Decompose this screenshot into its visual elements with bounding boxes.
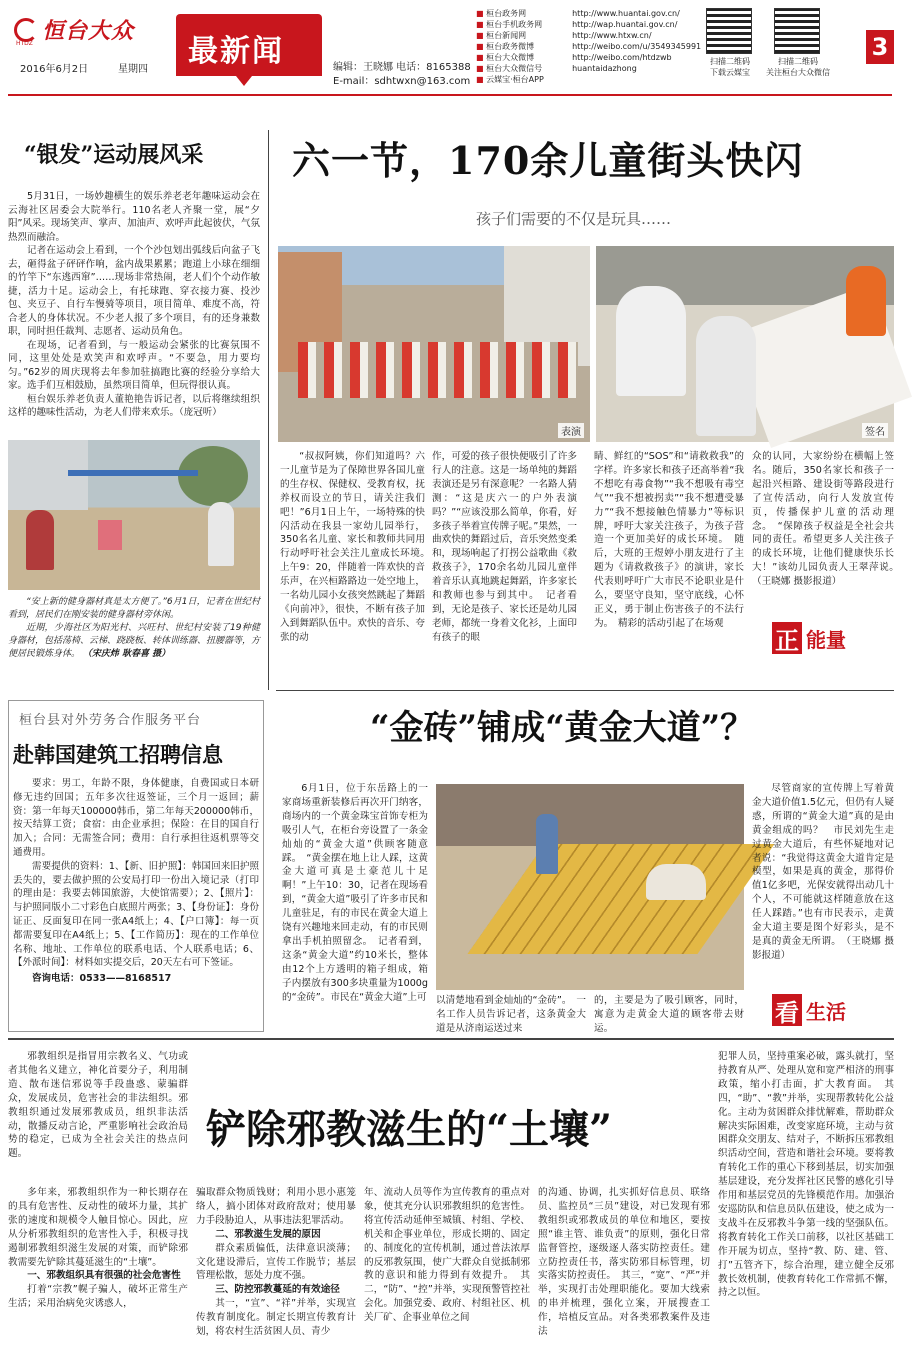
fitness-caption: “安上新的健身器材真是太方便了。”6月1日，记者在世纪村看到，居民们在刚安装的健身器材旁休闲。 近期，少海社区为阳光村、兴旺村、世纪村安装了19种健身器材，包括荡椅、云梯、跷跷板、转体训练器、扭腰器等，方便居民锻炼身体。 （宋庆炜 耿春喜 摄）	[8, 597, 261, 659]
person-shape	[26, 510, 54, 570]
person-shape	[846, 266, 886, 336]
qr1-caption: 扫描二维码 下载云媒宝	[710, 57, 750, 77]
cult-col-4: 的沟通、协调，扎实抓好信息员、联络员、监控员“三员”建设，对已发现有邪教组织或邪教成员的单位和地区，要按照“谁主管、谁负责”的原则，强化日常监督管控，逐级逐人落实防控责任。建立防控责任书，落实防邪目标管理，切实落实防控责任。 其三，“宽”、“严”并举，实现打击处理职能化。要加大线索的串并梳理，强化立案，开展搜查工作，培植反宣品。对各类邪教案件及违法	[538, 1187, 710, 1338]
gold-bottom-rule	[8, 1038, 894, 1040]
gold-headline: “金砖”铺成“黄金大道”？	[370, 708, 755, 748]
gold-col-2: 以清楚地看到金灿灿的“金砖”。 一名工作人员告诉记者，这条黄金大道是从济南运送过来	[436, 995, 586, 1034]
editor-line: 编辑：王晓娜 电话：8165388	[333, 62, 471, 73]
left-col-rule	[268, 130, 269, 690]
bullet-icon: ■	[476, 42, 487, 51]
link-row[interactable]: ■ 桓台政务微博 http://weibo.com/u/3549345991	[476, 42, 702, 51]
person-shape	[646, 864, 706, 900]
life-badge	[772, 994, 846, 1026]
gold-road-shape	[467, 844, 774, 954]
link-row[interactable]: ■ 桓台手机政务网 http://wap.huantai.gov.cn/	[476, 20, 678, 29]
link-row[interactable]: ■ 云媒宝·桓台APP	[476, 75, 544, 84]
link-row[interactable]: ■ 桓台新闻网 http://www.htxw.cn/	[476, 31, 652, 40]
cult-col-1: 多年来，邪教组织作为一种长期存在的具有危害性、反动性的破坏力量，其扩张的速度和规模令人触目惊心。因此，应从分析邪教组织的危害性入手，积极寻找遏制邪教组织滋生发展的对策，而铲除邪教需要先铲除其蔓延滋生的“土壤”。 一、邪教组织具有很强的社会危害性 打着“宗教”幌子骗人，破坏正常生产生活；采用治病免灾诱惑人，	[8, 1187, 188, 1310]
kids-photo-caption-right: 签名	[862, 423, 888, 438]
bullet-icon: ■	[476, 20, 487, 29]
bullet-icon: ■	[476, 64, 487, 73]
person-shape	[208, 502, 234, 566]
gold-col-3: 的，主要是为了吸引顾客，同时，寓意为走黄金大道的顾客带去财运。	[594, 995, 744, 1034]
badge-char: 正	[772, 622, 802, 654]
gold-road-photo	[436, 784, 744, 990]
qr-code-wechat-icon[interactable]	[774, 8, 820, 54]
logo-mark-icon	[14, 18, 38, 42]
kids-photo-caption-left: 表演	[558, 423, 584, 438]
logo-sub: HTDZ	[16, 40, 33, 47]
kids-col-4: 众的认同，大家纷纷在横幅上签名。随后，350名家长和孩子一起沿兴桓路、建设街等路段进行了宣传活动，向行人发放宣传页，传播保护儿童的活动理念。 “保障孩子权益是全社会共同的责任。希望更多人关注孩子的成长环境，让他们健康快乐长大！”该幼儿园负责人王翠萍说。 （王晓娜 摄影报道）	[752, 451, 904, 588]
korea-title: 赴韩国建筑工招聘信息	[13, 742, 223, 767]
person-shape	[696, 316, 756, 436]
qr-code-app-icon[interactable]	[706, 8, 752, 54]
person-shape	[536, 814, 558, 874]
korea-org: 桓台县对外劳务合作服务平台	[19, 713, 202, 728]
link-row[interactable]: ■ 桓台大众微信号 huantaidazhong	[476, 64, 637, 73]
kids-headline: 六一节，170余儿童街头快闪	[292, 138, 804, 183]
kids-col-3: 睛、鲜红的“SOS”和“请救救我”的字样。许多家长和孩子还高举着“我不想吃有毒食物”“我不想吸有毒空气”“我不想被拐卖”“我不想遭受暴力”“我不想接触色情暴力”等标识牌，呼吁大家关注孩子，为孩子营造一个更加美好的成长环境。 随后，大班的王煜婷小朋友进行了主题为《请救救孩子》的演讲，家长代表则呼吁广大市民不论职业是什么，要坚守良知，坚守底线，心怀正义，勇于制止伤害孩子的不法行为。 精彩的活动引起了在场观	[594, 451, 744, 629]
page-number: 3	[866, 30, 894, 64]
bullet-icon: ■	[476, 9, 487, 18]
bullet-icon: ■	[476, 31, 487, 40]
kids-bottom-rule	[276, 690, 894, 691]
person-shape	[616, 286, 686, 396]
masthead	[0, 0, 900, 96]
cult-headline: 铲除邪教滋生的“土壤”	[206, 1106, 613, 1153]
link-row[interactable]: ■ 桓台政务网 http://www.huantai.gov.cn/	[476, 9, 680, 18]
section-title: 最新闻	[188, 34, 284, 69]
kids-col-1: “叔叔阿姨，你们知道吗？六一儿童节是为了保障世界各国儿童的生存权、保健权、受教育权，抚养权而设立的节日，请关注我们吧！”6月1日上午，一场特殊的快闪活动在我县一家幼儿园举行，350名名儿童、家长和教师共同用行动呼吁社会关注儿童成长环境。 上午9：20，伴随着一阵欢快的音乐声，在兴桓路路边一处空地上，一名幼儿园小女孩突然跳起了舞蹈《向前冲》，很快，不断有孩子加入到舞蹈队伍中。欢快的音乐、夸张的动	[280, 451, 435, 643]
badge-text: 能量	[806, 627, 846, 652]
section-tab	[176, 14, 322, 76]
silver-body: 5月31日，一场妙趣横生的娱乐养老老年趣味运动会在云海社区居委会大院举行。110名老人齐聚一堂，展“夕阳”风采。现场笑声、掌声、加油声、欢呼声此起彼伏，气氛热烈而融洽。 记者在运动会上看到，一个个沙包划出弧线后向盆子飞去，砸得盆子砰砰作响，盆内战果累累；跑道上小球在细细的竹竿下“东逃西窜”……现场非常热闹，老人们个个动作敏捷，活力十足。运动会上，有托球跑、穿衣接力赛、投沙包、夹豆子、自行车慢骑等项目，项目简单、难度不高，符合老人的身体状况。不少老人报了多个项目，有的还身兼数职，同时担任裁判、志愿者、运动员角色。 在现场，记者看到，与一般运动会紧张的比赛氛围不同，这里处处是欢笑声和欢呼声。“不要急，用力要均匀。”62岁的周庆现将去年参加驻搞跑比赛的经验分享给大家。选手们互相鼓励，虽然项目简单，但玩得很认真。 桓台娱乐养老负责人董艳艳告诉记者，以后将继续组织这样的趣味性活动，为老人们带来欢乐。（庞冠听）	[8, 191, 260, 418]
korea-box	[8, 700, 264, 1032]
cult-col-5: 犯罪人员，坚持重案必破，露头就打，坚持教育从严、处理从宽和宽严相济的刑事政策，缩小打击面，扩大教育面。 其四，“助”、“教”并举，实现帮教转化公益化。主动为贫困群众排忧解难，帮助群众解决实际困难，改变家庭环境，主动与贫困群众交朋友、结对子，不断拆压邪教组织活动空间，营造和谐社会环境。要将教育转化工作的重心下移到基层，切实加强基层建设，充分发挥社区民警的感化引导作用和基层党员的先锋模范作用。加强治安巡防队和信息员队伍建设，使之成为一支战斗在反邪教斗争第一线的坚强队伍。将教育转化工作关口前移，以社区基础工作开展为切点，坚持“教、防、建、管、打”五管齐下，综合治理，建立健全反邪教长效机制，使教育转化工作常抓不懈，持之以恒。	[718, 1051, 894, 1299]
silver-headline: “银发”运动展风采	[24, 142, 204, 168]
fitness-photo	[8, 440, 260, 590]
kids-performance-photo	[278, 246, 590, 442]
bullet-icon: ■	[476, 53, 487, 62]
email-line: E-mail：sdhtwxn@163.com	[333, 76, 471, 87]
kids-subtitle: 孩子们需要的不仅是玩具……	[476, 210, 672, 228]
korea-body: 要求：男工，年龄不限，身体健康，自费国或日本研修无违约回国；五年多次往返签证，三个月一返回；薪资：第一年每天100000韩币，第二年每天200000韩币，按天结算工资；食宿：由企业承担；保险：在目的国自行加入；合同：无需签合同；费用：自行承担往返机票等交通费用。 需要提供的资料：1、【新、旧护照】：韩国回来旧护照丢失的，要去做护照的公安局打印一份出入境记录（打印的理由是：我要去韩国旅游，大使馆需要）；2、【照片】：与护照同版小二寸彩色白底照片两张；3、【身份证】：身份证正、反面复印在同一张A4纸上；4、【户口簿】：每一页都需要复印在A4纸上；5、【工作简历】：现在的工作单位名称、地址、工作单位的联系电话、个人联系电话；6、【外派时间】：材料如实提交后，20天左右可下签证。 咨询电话：0533——8168517	[13, 778, 259, 985]
badge-char: 看	[772, 994, 802, 1026]
link-row[interactable]: ■ 桓台大众微博 http://weibo.com/htdzwb	[476, 53, 672, 62]
masthead-rule	[8, 94, 892, 96]
issue-weekday: 星期四	[118, 64, 148, 75]
swing-seat	[98, 520, 122, 550]
web-links	[476, 8, 702, 85]
badge-text: 生活	[806, 999, 846, 1024]
cult-col-1a: 邪教组织是指冒用宗教名义、气功或者其他名义建立，神化首要分子，利用制造、散布迷信邪说等手段蛊惑、蒙骗群众，发展成员，危害社会的非法组织。邪教组织通过发展邪教成员，组织非法活动，散播反动言论，严重影响社会政治局势的稳定，已成为全社会关注的热点问题。	[8, 1051, 188, 1160]
kids-signing-photo	[596, 246, 894, 442]
logo-text: 恒台大众	[42, 18, 135, 44]
gold-col-1: 6月1日，位于东岳路上的一家商场重新装修后再次开门纳客，商场内的一个黄金珠宝首饰专柜为吸引人气，在柜台旁设置了一条金灿灿的“黄金大道”供顾客随意踩。 “黄金摆在地上让人踩，这黄金大道可真是土豪范儿十足啊！”上午10：30，记者在现场看到，“黄金大道”吸引了许多市民和儿童驻足，有的市民在黄金大道上饶有兴趣地来回走动，有的市民则拿出手机拍照留念。 记者看到，这条“黄金大道”约10米长，整体由12个上方透明的箱子组成，箱子内摆放有300多块重量为1000g的“金砖”。市民在“黄金大道”上可	[282, 783, 428, 1003]
tree-shape	[178, 446, 248, 506]
bullet-icon: ■	[476, 75, 487, 84]
cult-col-2: 骗取群众物质钱财；利用小思小惠笼络人，搞小团体对政府敌对；使用暴力手段胁迫人，从事违法犯罪活动。 二、邪教滋生发展的原因 群众素质偏低，法律意识淡薄；文化建设滞后，宣传工作脱节；基层管理松散，惩处力度不强。 三、防控邪教蔓延的有效途径 其一，“宣”、“祥”并举，实现宣传教育制度化。制定长期宣传教育计划，将农村生活贫困人员、青少	[196, 1187, 356, 1338]
section-tab-notch-icon	[236, 76, 252, 86]
qr2-caption: 扫描二维码 关注桓台大众微信	[766, 57, 830, 77]
gold-col-4: 尽管商家的宣传牌上写着黄金大道价值1.5亿元，但仍有人疑惑，所谓的“黄金大道”真的是由黄金组成的吗？ 市民刘先生走过黄金大道后，有些怀疑地对记者说：“我觉得这黄金大道肯定是模型，如果是真的黄金，那得价值1亿多吧，光保安就得出动几十个人，不可能就这样随意放在这任人踩踏。”也有市民表示，走黄金大道主要是图个好彩头，是不是真的黄金无所谓。 （王晓娜 摄影报道）	[752, 783, 894, 961]
kids-col-2: 作，可爱的孩子很快便吸引了许多行人的注意。这是一场单纯的舞蹈表演还是另有深意呢？一名路人猜测：“这是庆六一的户外表演吗？”“应该没那么简单，你看，好多孩子举着宣传牌子呢。”果然，一曲欢快的舞蹈过后，音乐突然变柔和，现场响起了打拐公益歌曲《救救孩子》，170余名幼儿园儿童伴着音乐认真地跳起舞蹈，许多家长和教师也参与到其中。 记者看到，无论是孩子、家长还是幼儿园老师，都统一身着文化衫，上面印有孩子的眼	[432, 451, 577, 643]
crowd-shape	[298, 342, 578, 398]
issue-date: 2016年6月2日	[20, 64, 89, 75]
positive-energy-badge	[772, 622, 846, 654]
swing-frame	[68, 470, 198, 476]
cult-col-3: 年、流动人员等作为宣传教育的重点对象，使其充分认识邪教组织的危害性。将宣传活动延伸至城镇、村组、学校、机关和企事业单位，形成长期的、固定的、制度化的宣传机制，通过普法浓厚的反邪教氛围，使广大群众自觉抵制邪教的意识和能力得到有效提升。 其二，“防”、“控”并举，实现预警管控社会化。加强党委、政府、村组社区、机关厂矿、企事业单位之间	[364, 1187, 530, 1324]
